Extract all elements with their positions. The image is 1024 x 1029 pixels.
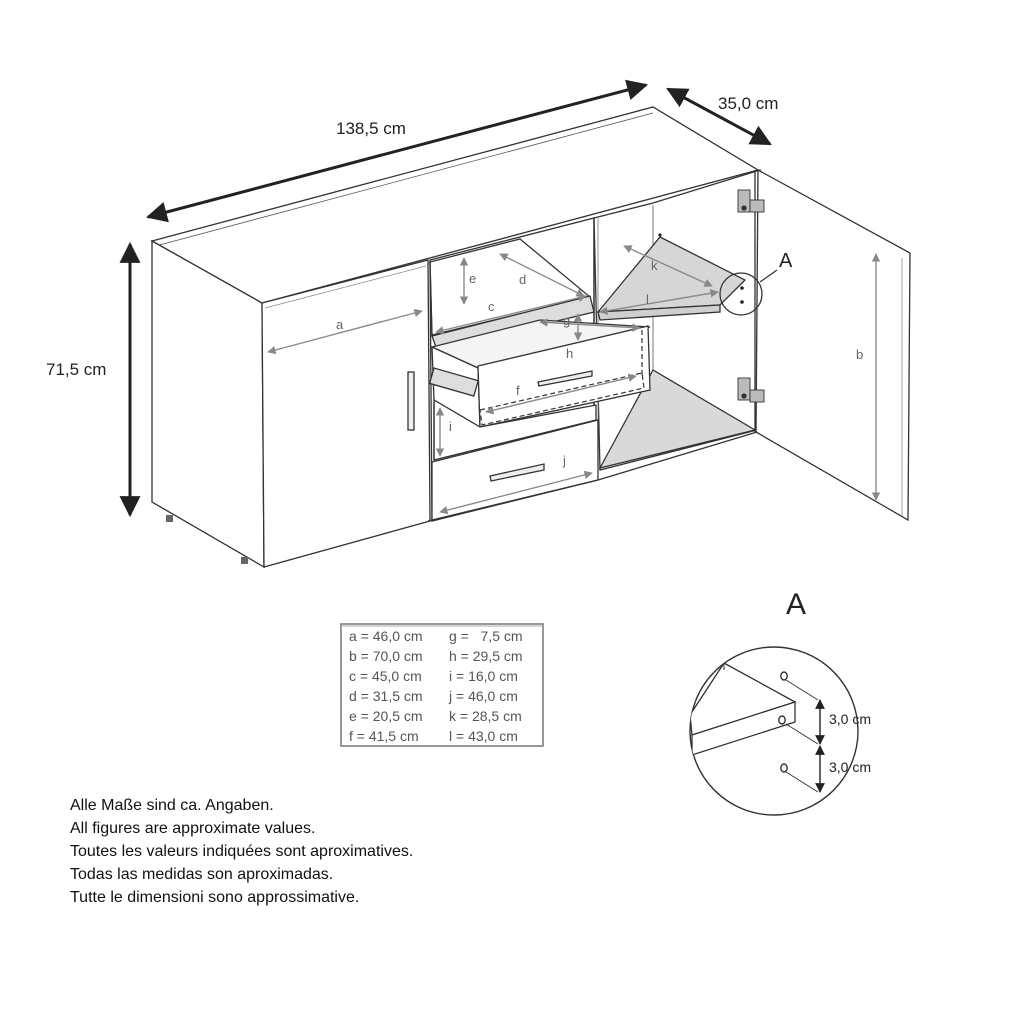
pin-hole-3 (781, 764, 787, 772)
svg-text:a = 46,0 cm: a = 46,0 cm (349, 628, 423, 644)
label-e: e (469, 271, 477, 286)
svg-text:k = 28,5 cm: k = 28,5 cm (449, 708, 522, 724)
svg-text:d = 31,5 cm: d = 31,5 cm (349, 688, 423, 704)
label-a: a (336, 317, 344, 332)
disclaimer-it: Tutte le dimensioni sono approssimative. (70, 889, 360, 906)
svg-text:e = 20,5 cm: e = 20,5 cm (349, 708, 423, 724)
label-k: k (651, 258, 658, 273)
svg-text:j = 46,0 cm: j = 46,0 cm (449, 688, 518, 704)
pin-hole-1 (781, 672, 787, 680)
label-j: j (563, 453, 566, 468)
foot-left (166, 515, 173, 522)
left-door (262, 260, 430, 567)
disclaimer-de: Alle Maße sind ca. Angaben. (70, 797, 274, 814)
disclaimer-fr: Toutes les valeurs indiquées sont aproximatives. (70, 843, 414, 860)
detail-a (690, 588, 871, 815)
legend-table (341, 624, 543, 746)
detail-spacing-bottom: 3,0 cm (829, 759, 872, 775)
svg-text:i = 16,0 cm: i = 16,0 cm (449, 668, 518, 684)
label-l: l (646, 292, 649, 307)
depth-dimension: 35,0 cm (718, 94, 779, 113)
detail-marker-label: A (779, 250, 793, 272)
label-c: c (488, 299, 495, 314)
disclaimer-en: All figures are approximate values. (70, 820, 316, 837)
svg-text:b = 70,0 cm: b = 70,0 cm (349, 648, 423, 664)
sideboard-body (152, 107, 910, 567)
label-d: d (519, 272, 527, 287)
svg-text:f = 41,5 cm: f = 41,5 cm (349, 728, 419, 744)
label-i: i (449, 419, 452, 434)
detail-title: A (786, 588, 807, 621)
height-dimension: 71,5 cm (46, 360, 107, 379)
pin-hole-2 (779, 716, 785, 724)
svg-text:h = 29,5 cm: h = 29,5 cm (449, 648, 523, 664)
detail-spacing-top: 3,0 cm (829, 711, 872, 727)
svg-text:c = 45,0 cm: c = 45,0 cm (349, 668, 422, 684)
disclaimer-text (70, 794, 590, 909)
left-door-handle (408, 372, 414, 430)
label-h: h (566, 346, 574, 361)
label-g: g (563, 313, 571, 328)
svg-text:g = 7,5 cm: g = 7,5 cm (449, 628, 523, 644)
foot-right (241, 557, 248, 564)
disclaimer-es: Todas las medidas son aproximadas. (70, 866, 334, 883)
width-dimension: 138,5 cm (336, 119, 406, 138)
svg-text:l = 43,0 cm: l = 43,0 cm (449, 728, 518, 744)
right-door (756, 170, 910, 520)
label-b: b (856, 347, 864, 362)
label-f: f (516, 383, 520, 398)
